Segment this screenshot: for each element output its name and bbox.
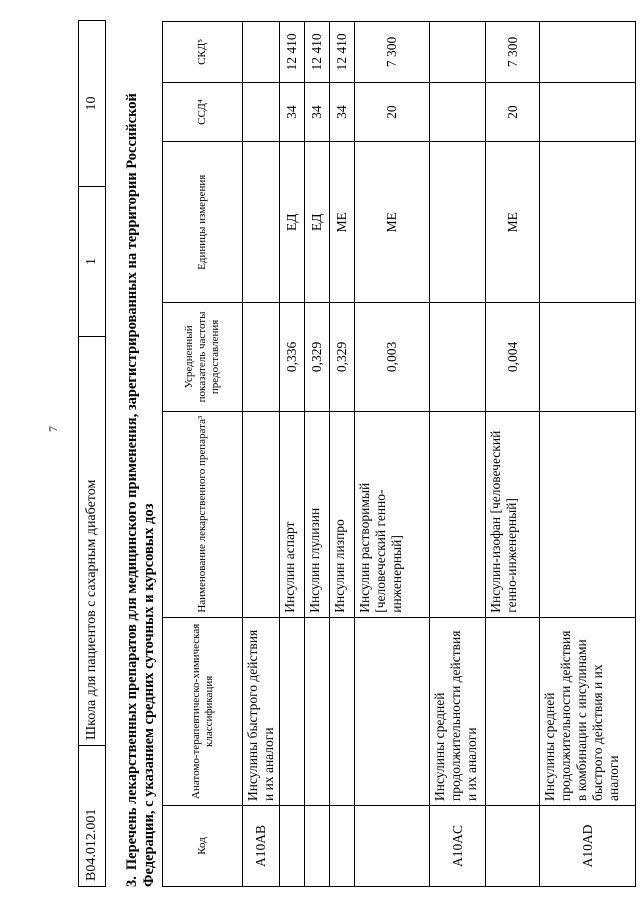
group-atc: Инсулины средней продолжительности действия и их аналоги <box>430 617 486 805</box>
group-atc: Инсулины быстрого действия и их аналоги <box>243 617 280 805</box>
drug-frequency: 0,003 <box>355 303 430 411</box>
group-code: A10AC <box>430 805 486 886</box>
section-heading <box>124 17 158 887</box>
drug-frequency: 0,329 <box>305 303 330 411</box>
header-row <box>163 22 243 887</box>
service-name: Школа для пациентов с сахарным диабетом <box>79 337 106 746</box>
header-units: Единицы измерения <box>163 142 243 303</box>
header-atc: Анатомо-терапевтическо-химическая классификация <box>163 617 243 805</box>
drug-sdd: 34 <box>280 82 305 142</box>
drug-units: МЕ <box>486 142 540 303</box>
header-frequency: Усредненный показатель частоты предоставления <box>163 303 243 411</box>
drug-frequency: 0,336 <box>280 303 305 411</box>
group-code: A10AB <box>243 805 280 886</box>
drug-skd: 12 410 <box>305 22 330 83</box>
header-sdd: ССД⁴ <box>163 82 243 142</box>
drug-table <box>162 21 636 887</box>
group-atc: Инсулины средней продолжительности действия в комбинации с инсулинами быстрого действия и их аналоги <box>540 617 636 805</box>
service-frequency: 1 <box>79 187 106 337</box>
table-row <box>280 22 305 887</box>
header-code: Код <box>163 805 243 886</box>
drug-frequency: 0,004 <box>486 303 540 411</box>
table-row <box>79 21 106 887</box>
table-row <box>486 22 540 887</box>
group-row-a10ab <box>243 22 280 887</box>
header-drug: Наименование лекарственного препарата³ <box>163 411 243 617</box>
group-row-a10ad <box>540 22 636 887</box>
group-row-a10ac <box>430 22 486 887</box>
drug-skd: 12 410 <box>280 22 305 83</box>
drug-sdd: 34 <box>305 82 330 142</box>
drug-skd: 12 410 <box>330 22 355 83</box>
section-title: Перечень лекарственных препаратов для медицинского применения, зарегистрированных на территории Российской Федерации, с указанием средних суточных и курсовых доз <box>124 93 157 887</box>
header-skd: СКД⁵ <box>163 22 243 83</box>
table-row <box>330 22 355 887</box>
drug-name: Инсулин растворимый [человеческий генно-инженерный] <box>355 411 430 617</box>
drug-units: ЕД <box>305 142 330 303</box>
drug-units: ЕД <box>280 142 305 303</box>
service-multiplicity: 10 <box>79 21 106 187</box>
drug-skd: 7 300 <box>486 22 540 83</box>
drug-units: МЕ <box>355 142 430 303</box>
drug-name: Инсулин-изофан [человеческий генно-инженерный] <box>486 411 540 617</box>
drug-name: Инсулин лизпро <box>330 411 355 617</box>
service-code: B04.012.001 <box>79 746 106 887</box>
drug-sdd: 34 <box>330 82 355 142</box>
drug-units: МЕ <box>330 142 355 303</box>
service-table <box>78 20 106 887</box>
page-number: 7 <box>46 426 60 432</box>
group-code: A10AD <box>540 805 636 886</box>
table-row <box>355 22 430 887</box>
section-number: 3. <box>124 876 140 887</box>
drug-skd: 7 300 <box>355 22 430 83</box>
drug-sdd: 20 <box>486 82 540 142</box>
table-row <box>305 22 330 887</box>
drug-name: Инсулин глулизин <box>305 411 330 617</box>
drug-sdd: 20 <box>355 82 430 142</box>
drug-frequency: 0,329 <box>330 303 355 411</box>
drug-name: Инсулин аспарт <box>280 411 305 617</box>
